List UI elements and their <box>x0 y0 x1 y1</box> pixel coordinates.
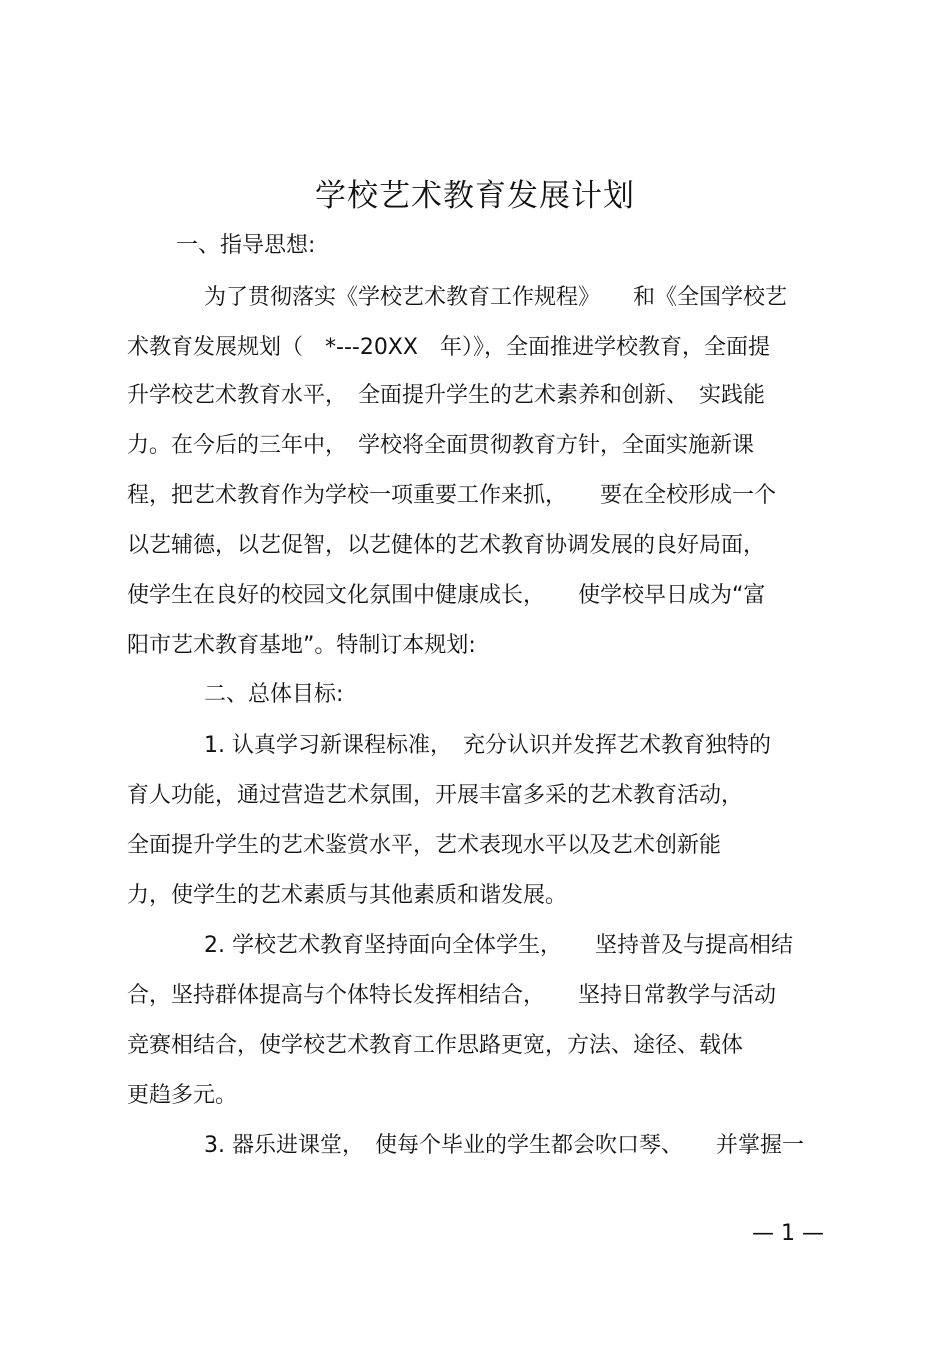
paragraph-line: 升学校艺术教育水平， 全面提升学生的艺术素养和创新、 实践能 <box>127 383 766 408</box>
paragraph-line: 以艺辅德，以艺促智，以艺健体的艺术教育协调发展的良好局面， <box>127 533 766 558</box>
list-item-line: 育人功能，通过营造艺术氛围，开展丰富多采的艺术教育活动， <box>127 783 744 808</box>
list-item-line: 力，使学生的艺术素质与其他素质和谐发展。 <box>127 883 568 908</box>
paragraph-line: 力。在今后的三年中， 学校将全面贯彻教育方针，全面实施新课 <box>127 433 755 458</box>
list-item-line: 3. 器乐进课堂， 使每个毕业的学生都会吹口琴、 并掌握一 <box>204 1133 804 1158</box>
section-heading-overall-goals: 二、总体目标: <box>204 682 344 707</box>
paragraph-line: 为了贯彻落实《学校艺术教育工作规程》 和《全国学校艺 <box>204 285 788 310</box>
paragraph-line: 术教育发展规划（ *---20XX 年）》，全面推进学校教育，全面提 <box>127 335 770 360</box>
list-item-line: 竞赛相结合，使学校艺术教育工作思路更宽，方法、途径、载体 <box>127 1033 744 1058</box>
list-item-line: 1. 认真学习新课程标准， 充分认识并发挥艺术教育独特的 <box>204 733 771 758</box>
list-item-line: 合，坚持群体提高与个体特长发挥相结合， 坚持日常教学与活动 <box>127 983 777 1008</box>
list-item-line: 2. 学校艺术教育坚持面向全体学生， 坚持普及与提高相结 <box>204 933 793 958</box>
list-item-line: 更趋多元。 <box>127 1083 238 1108</box>
section-heading-guiding-ideology: 一、指导思想: <box>176 233 316 258</box>
page-title: 学校艺术教育发展计划 <box>315 178 635 214</box>
list-item-line: 全面提升学生的艺术鉴赏水平，艺术表现水平以及艺术创新能 <box>127 833 722 858</box>
page-number: — 1 — <box>752 1221 824 1246</box>
paragraph-line: 程，把艺术教育作为学校一项重要工作来抓， 要在全校形成一个 <box>127 483 777 508</box>
paragraph-line: 阳市艺术教育基地”。特制订本规划: <box>127 633 476 658</box>
paragraph-line: 使学生在良好的校园文化氛围中健康成长， 使学校早日成为“富 <box>127 583 766 608</box>
